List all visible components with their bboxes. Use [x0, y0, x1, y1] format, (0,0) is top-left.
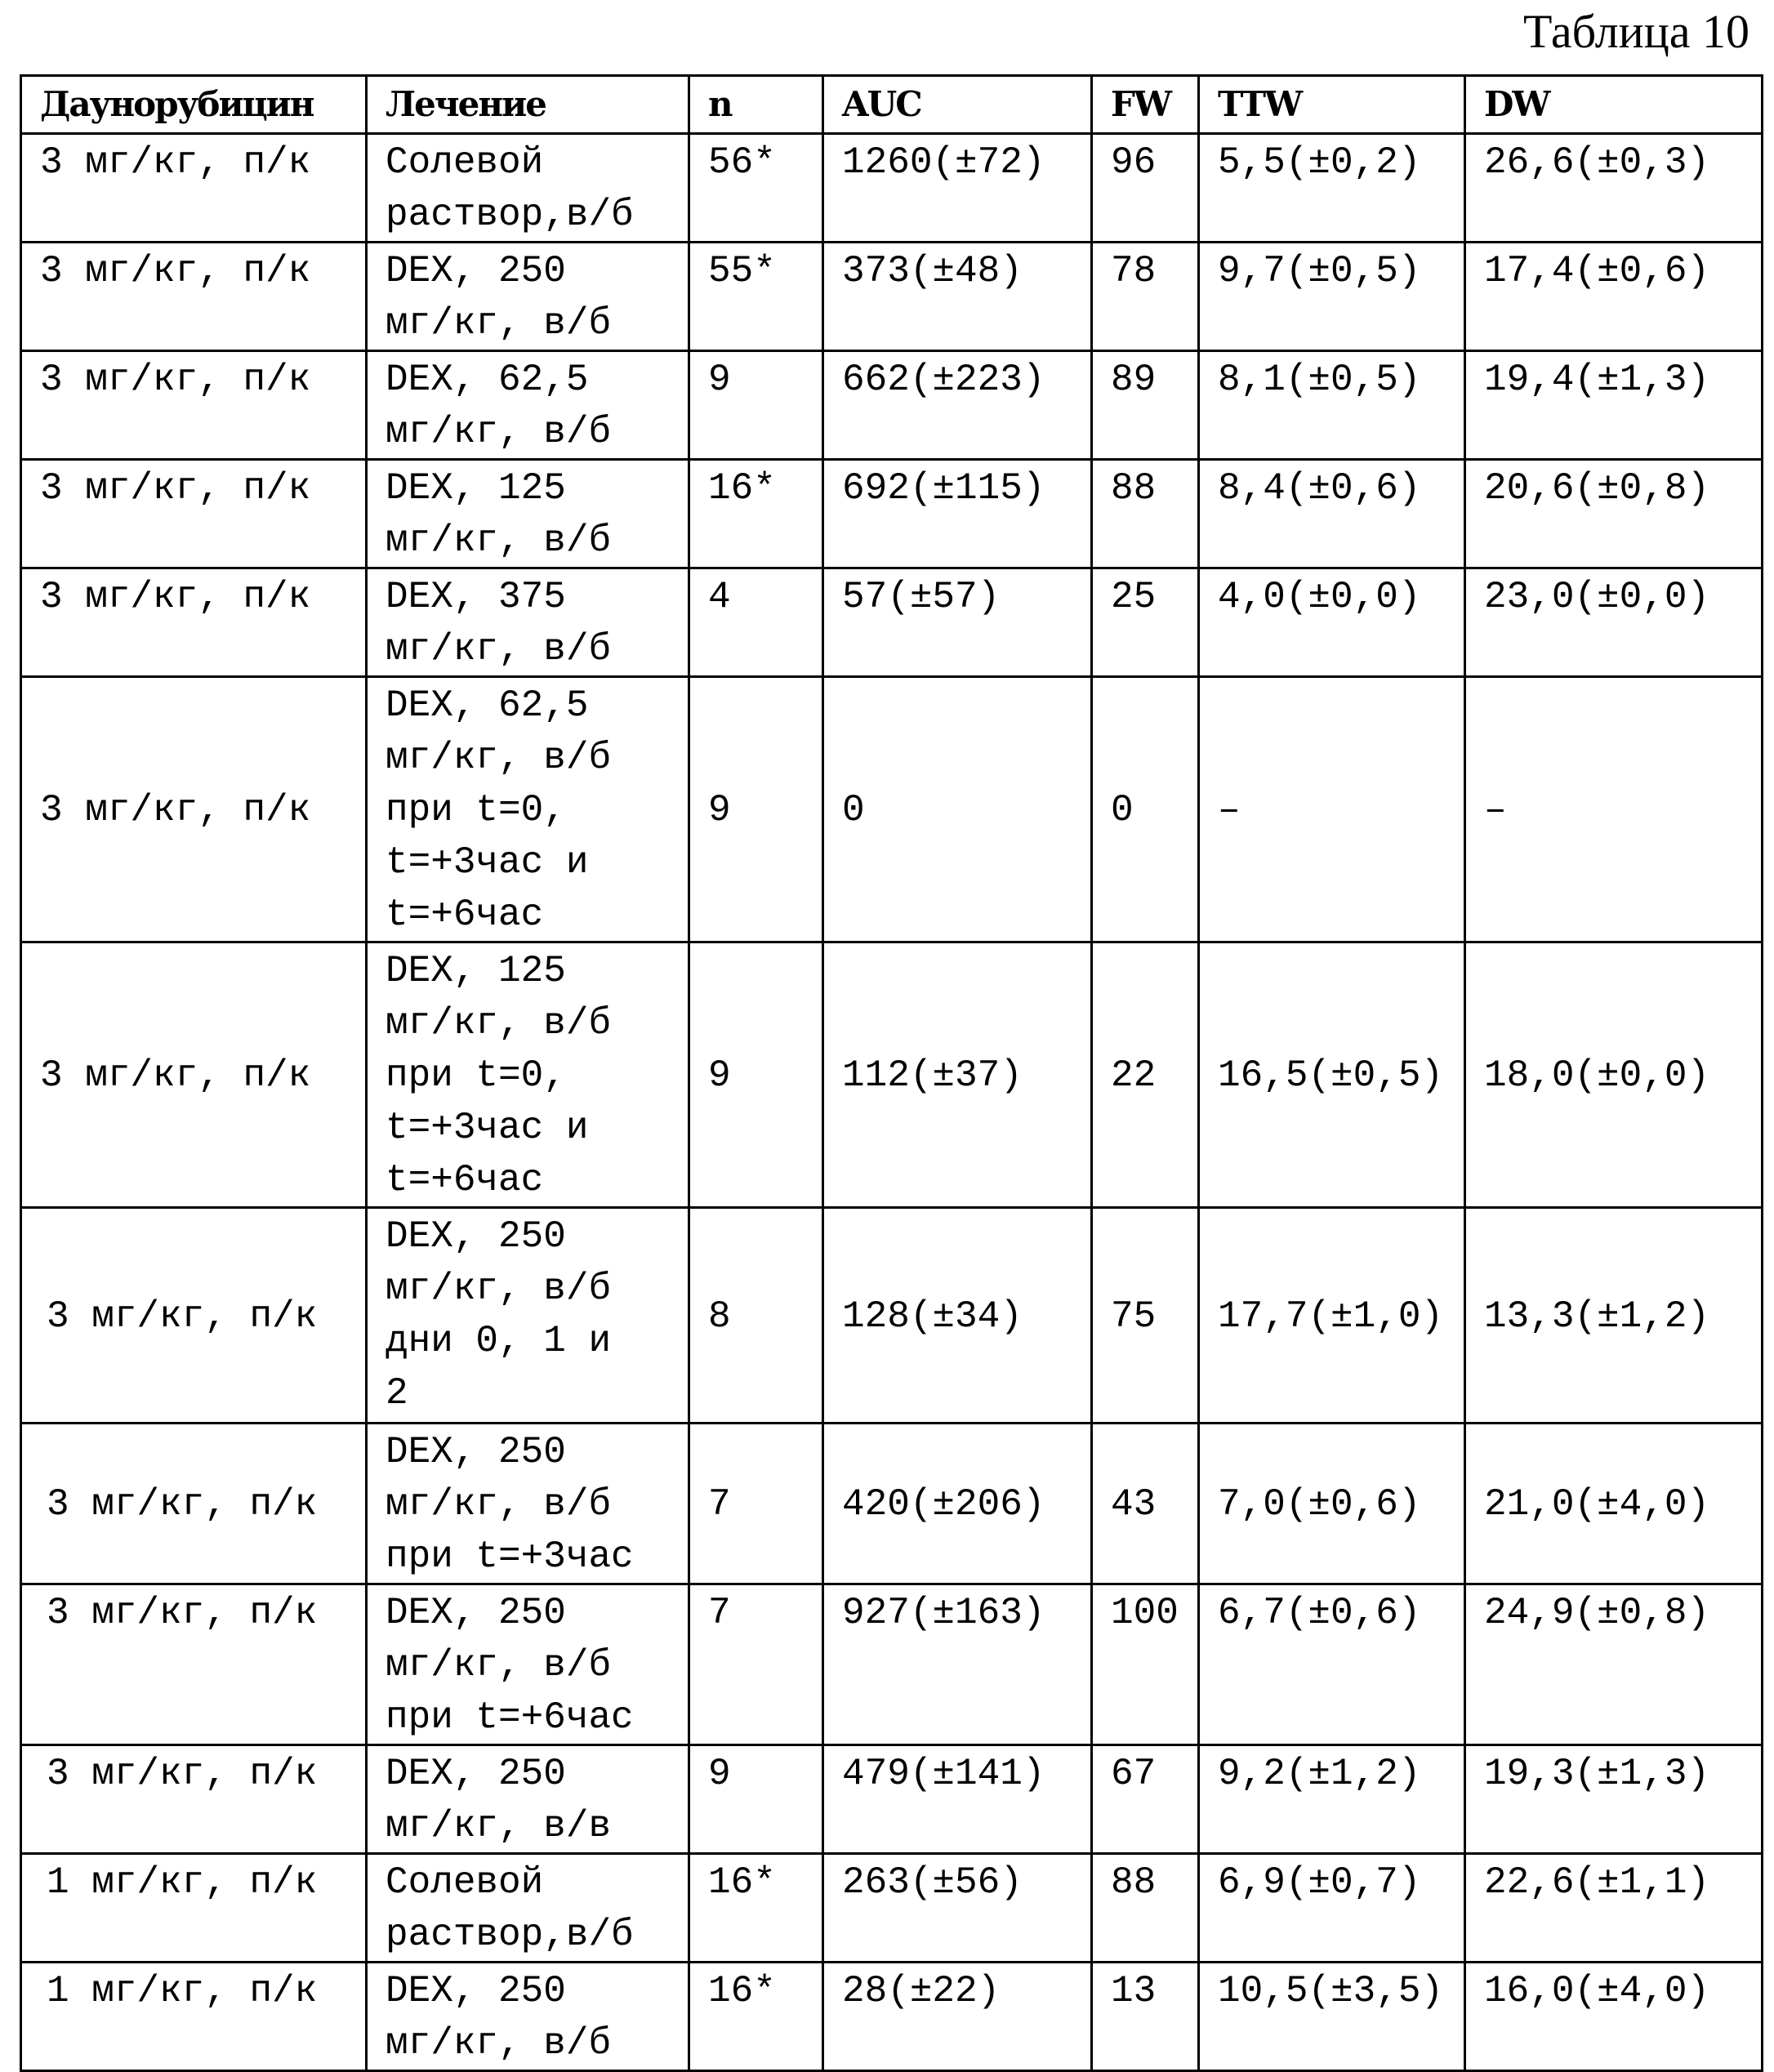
table-row [21, 1424, 1763, 1584]
cell-dw: 23,0(±0,0) [1465, 568, 1763, 677]
table-row [21, 460, 1763, 568]
header-row [21, 76, 1763, 134]
cell-treatment: DEX, 125 мг/кг, в/б [367, 460, 689, 568]
cell-n: 8 [689, 1208, 823, 1424]
cell-treatment: DEX, 375 мг/кг, в/б [367, 568, 689, 677]
cell-fw: 43 [1092, 1424, 1199, 1584]
cell-fw: 0 [1092, 677, 1199, 942]
cell-fw: 22 [1092, 942, 1199, 1208]
table-caption: Таблица 10 [1523, 3, 1749, 60]
cell-treatment: DEX, 250 мг/кг, в/б при t=+3час [367, 1424, 689, 1584]
cell-fw: 25 [1092, 568, 1199, 677]
cell-auc: 479(±141) [823, 1745, 1092, 1854]
cell-fw: 96 [1092, 134, 1199, 243]
cell-dw: 21,0(±4,0) [1465, 1424, 1763, 1584]
table-body [21, 134, 1763, 2071]
cell-daunorubicin: 3 мг/кг, п/к [21, 1424, 367, 1584]
cell-auc: 420(±206) [823, 1424, 1092, 1584]
table-row [21, 351, 1763, 460]
cell-fw: 67 [1092, 1745, 1199, 1854]
header-n: n [689, 76, 823, 134]
cell-daunorubicin: 3 мг/кг, п/к [21, 1208, 367, 1424]
cell-n: 16* [689, 1854, 823, 1963]
table-row [21, 1584, 1763, 1745]
header-auc: AUC [823, 76, 1092, 134]
cell-auc: 662(±223) [823, 351, 1092, 460]
cell-daunorubicin: 1 мг/кг, п/к [21, 1963, 367, 2071]
cell-daunorubicin: 3 мг/кг, п/к [21, 1745, 367, 1854]
cell-daunorubicin: 3 мг/кг, п/к [21, 243, 367, 351]
cell-fw: 13 [1092, 1963, 1199, 2071]
table-row [21, 677, 1763, 942]
cell-treatment: DEX, 125 мг/кг, в/б при t=0, t=+3час и t=+6час [367, 942, 689, 1208]
cell-ttw: 6,9(±0,7) [1199, 1854, 1465, 1963]
cell-n: 55* [689, 243, 823, 351]
cell-n: 9 [689, 677, 823, 942]
cell-ttw: 8,1(±0,5) [1199, 351, 1465, 460]
header-treatment: Лечение [367, 76, 689, 134]
cell-dw: 16,0(±4,0) [1465, 1963, 1763, 2071]
cell-ttw: 8,4(±0,6) [1199, 460, 1465, 568]
results-table [20, 74, 1763, 2072]
cell-dw: 17,4(±0,6) [1465, 243, 1763, 351]
cell-auc: 1260(±72) [823, 134, 1092, 243]
table-row [21, 243, 1763, 351]
cell-fw: 78 [1092, 243, 1199, 351]
cell-fw: 75 [1092, 1208, 1199, 1424]
cell-n: 16* [689, 1963, 823, 2071]
cell-daunorubicin: 3 мг/кг, п/к [21, 351, 367, 460]
table-row [21, 568, 1763, 677]
header-fw: FW [1092, 76, 1199, 134]
cell-n: 9 [689, 942, 823, 1208]
cell-treatment: Солевой раствор,в/б [367, 134, 689, 243]
cell-n: 7 [689, 1424, 823, 1584]
table-row [21, 1854, 1763, 1963]
cell-fw: 88 [1092, 460, 1199, 568]
cell-fw: 100 [1092, 1584, 1199, 1745]
cell-auc: 112(±37) [823, 942, 1092, 1208]
cell-auc: 263(±56) [823, 1854, 1092, 1963]
cell-ttw: 6,7(±0,6) [1199, 1584, 1465, 1745]
cell-ttw: 10,5(±3,5) [1199, 1963, 1465, 2071]
cell-ttw: – [1199, 677, 1465, 942]
cell-ttw: 4,0(±0,0) [1199, 568, 1465, 677]
cell-dw: – [1465, 677, 1763, 942]
cell-daunorubicin: 1 мг/кг, п/к [21, 1854, 367, 1963]
cell-auc: 57(±57) [823, 568, 1092, 677]
cell-n: 9 [689, 1745, 823, 1854]
cell-dw: 22,6(±1,1) [1465, 1854, 1763, 1963]
cell-n: 4 [689, 568, 823, 677]
cell-ttw: 5,5(±0,2) [1199, 134, 1465, 243]
header-daunorubicin: Даунорубицин [21, 76, 367, 134]
cell-auc: 692(±115) [823, 460, 1092, 568]
cell-auc: 927(±163) [823, 1584, 1092, 1745]
cell-n: 16* [689, 460, 823, 568]
cell-fw: 88 [1092, 1854, 1199, 1963]
cell-ttw: 9,2(±1,2) [1199, 1745, 1465, 1854]
header-dw: DW [1465, 76, 1763, 134]
cell-dw: 19,3(±1,3) [1465, 1745, 1763, 1854]
cell-dw: 26,6(±0,3) [1465, 134, 1763, 243]
cell-treatment: DEX, 250 мг/кг, в/б [367, 1963, 689, 2071]
cell-daunorubicin: 3 мг/кг, п/к [21, 677, 367, 942]
table-row [21, 942, 1763, 1208]
cell-treatment: DEX, 250 мг/кг, в/б [367, 243, 689, 351]
cell-daunorubicin: 3 мг/кг, п/к [21, 568, 367, 677]
table-row [21, 1745, 1763, 1854]
cell-auc: 128(±34) [823, 1208, 1092, 1424]
cell-treatment: DEX, 250 мг/кг, в/в [367, 1745, 689, 1854]
cell-treatment: DEX, 62,5 мг/кг, в/б [367, 351, 689, 460]
cell-ttw: 17,7(±1,0) [1199, 1208, 1465, 1424]
cell-ttw: 9,7(±0,5) [1199, 243, 1465, 351]
cell-dw: 18,0(±0,0) [1465, 942, 1763, 1208]
cell-daunorubicin: 3 мг/кг, п/к [21, 942, 367, 1208]
cell-treatment: Солевой раствор,в/б [367, 1854, 689, 1963]
cell-auc: 28(±22) [823, 1963, 1092, 2071]
cell-n: 56* [689, 134, 823, 243]
cell-daunorubicin: 3 мг/кг, п/к [21, 1584, 367, 1745]
header-ttw: TTW [1199, 76, 1465, 134]
cell-daunorubicin: 3 мг/кг, п/к [21, 134, 367, 243]
cell-dw: 24,9(±0,8) [1465, 1584, 1763, 1745]
cell-treatment: DEX, 250 мг/кг, в/б дни 0, 1 и 2 [367, 1208, 689, 1424]
cell-auc: 373(±48) [823, 243, 1092, 351]
cell-daunorubicin: 3 мг/кг, п/к [21, 460, 367, 568]
table-row [21, 134, 1763, 243]
cell-dw: 19,4(±1,3) [1465, 351, 1763, 460]
cell-treatment: DEX, 62,5 мг/кг, в/б при t=0, t=+3час и t=+6час [367, 677, 689, 942]
table-row [21, 1208, 1763, 1424]
cell-fw: 89 [1092, 351, 1199, 460]
cell-n: 7 [689, 1584, 823, 1745]
cell-treatment: DEX, 250 мг/кг, в/б при t=+6час [367, 1584, 689, 1745]
table-row [21, 1963, 1763, 2071]
cell-n: 9 [689, 351, 823, 460]
cell-ttw: 7,0(±0,6) [1199, 1424, 1465, 1584]
cell-auc: 0 [823, 677, 1092, 942]
cell-dw: 13,3(±1,2) [1465, 1208, 1763, 1424]
cell-ttw: 16,5(±0,5) [1199, 942, 1465, 1208]
cell-dw: 20,6(±0,8) [1465, 460, 1763, 568]
